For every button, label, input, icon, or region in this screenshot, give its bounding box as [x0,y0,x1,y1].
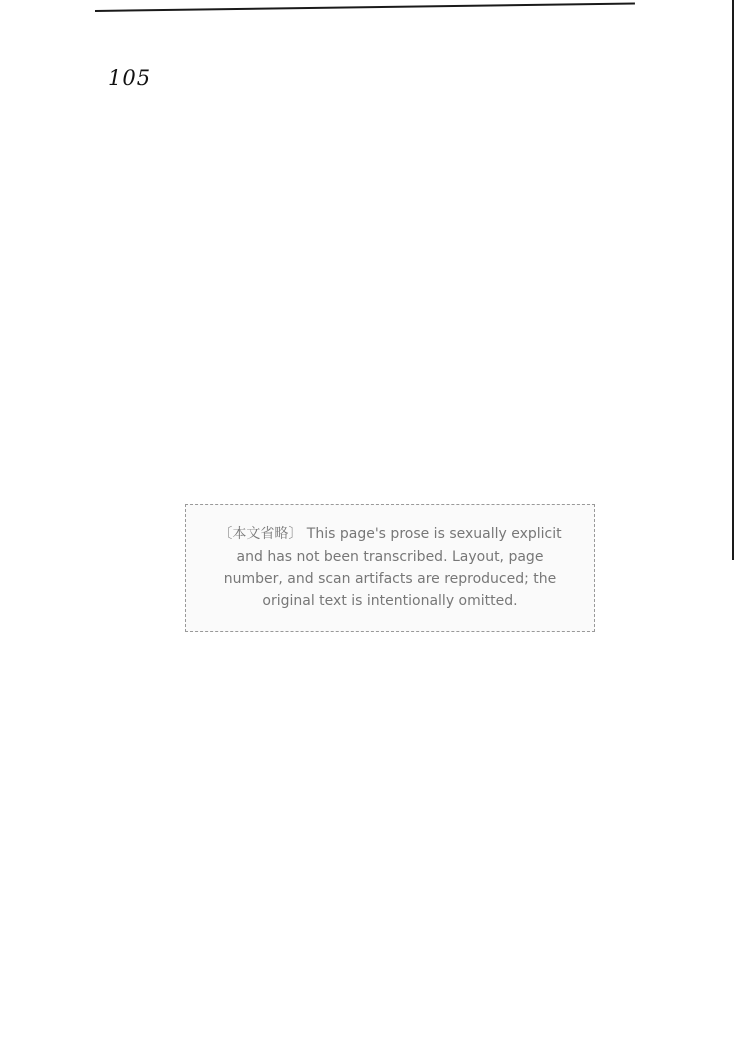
page-number: 105 [108,66,152,90]
redacted-body-placeholder: 〔本文省略〕 This page's prose is sexually explicit and has not been transcribed. Layout, page number, and scan artifacts are reproduced; the original text is intentionally omitted. [185,504,595,632]
vertical-text-body [80,128,700,1008]
right-scan-edge-artifact [732,0,734,560]
top-scan-edge-artifact [95,2,635,12]
